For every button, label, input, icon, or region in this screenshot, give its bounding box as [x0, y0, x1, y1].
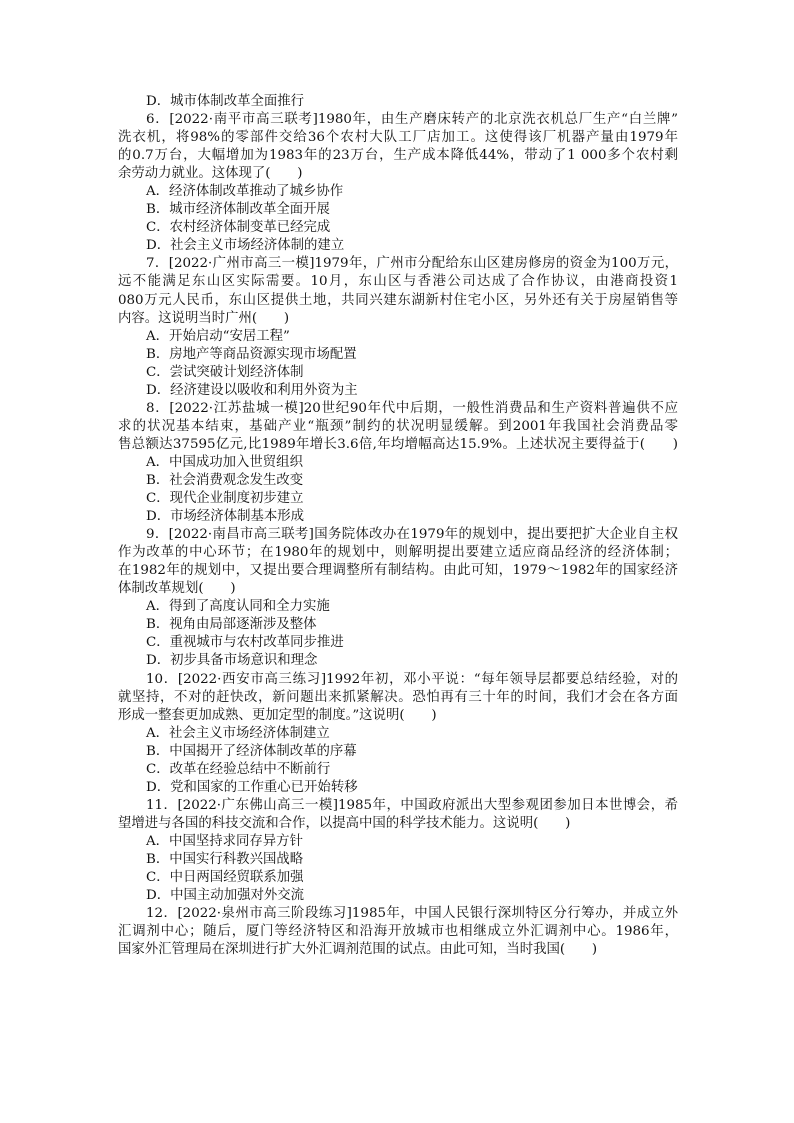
- question-text-line: 洗衣机，将98%的零部件交给36个农村大队工厂店加工。这使得该厂机器产量由1979年: [118, 130, 678, 146]
- answer-option: D．党和国家的工作重心已开始转移: [146, 779, 358, 795]
- question-text-line: 11．[2022·广东佛山高三一模]1985年，中国政府派出大型参观团参加日本世博会，希: [146, 797, 678, 813]
- question-text-line: 12．[2022·泉州市高三阶段练习]1985年，中国人民银行深圳特区分行筹办，并成立外: [146, 906, 678, 922]
- answer-option: A．中国成功加入世贸组织: [146, 454, 303, 470]
- question-text-line: 080万元人民币，东山区提供土地，共同兴建东湖新村住宅小区，另外还有关于房屋销售等: [118, 292, 678, 308]
- answer-option: D．经济建设以吸收和利用外资为主: [146, 382, 358, 398]
- answer-option: C．重视城市与农村改革同步推进: [146, 635, 344, 651]
- question-text-line: 6．[2022·南平市高三联考]1980年，由生产磨床转产的北京洗衣机总厂生产“白兰牌”: [146, 112, 678, 128]
- question-text-line: 求的状况基本结束，基础产业“瓶颈”制约的状况明显缓解。到2001年我国社会消费品零: [118, 418, 678, 434]
- answer-option: B．中国实行科教兴国战略: [146, 851, 304, 867]
- question-text-line: 售总额达37595亿元,比1989年增长3.6倍,年均增幅高达15.9%。上述状况主要得益于( ): [118, 436, 678, 452]
- answer-option: B．社会消费观念发生改变: [146, 472, 304, 488]
- answer-option: B．视角由局部逐渐涉及整体: [146, 617, 317, 633]
- answer-option: C．尝试突破计划经济体制: [146, 364, 304, 380]
- question-text-line: 的0.7万台，大幅增加为1983年的23万台，生产成本降低44%，带动了1 000多个农村剩: [118, 148, 678, 164]
- question-text-line: 汇调剂中心；随后，厦门等经济特区和沿海开放城市也相继成立外汇调剂中心。1986年，: [118, 924, 678, 940]
- answer-option: D．城市体制改革全面推行: [146, 94, 305, 109]
- question-text-line: 国家外汇管理局在深圳进行扩大外汇调剂范围的试点。由此可知，当时我国( ): [118, 942, 598, 958]
- question-text-line: 远不能满足东山区实际需要。10月，东山区与香港公司达成了合作协议，由港商投资1: [118, 274, 678, 290]
- answer-option: A．社会主义市场经济体制建立: [146, 725, 330, 741]
- question-text-line: 形成一整套更加成熟、更加定型的制度。”这说明( ): [118, 707, 437, 723]
- question-text-line: 9．[2022·南昌市高三联考]国务院体改办在1979年的规划中，提出要把扩大企业自主权: [146, 527, 678, 543]
- answer-option: D．市场经济体制基本形成: [146, 509, 305, 525]
- answer-option: C．中日两国经贸联系加强: [146, 870, 304, 886]
- question-text-line: 就坚持，不对的赶快改，新问题出来抓紧解决。恐怕再有三十年的时间，我们才会在各方面: [118, 689, 678, 705]
- answer-option: D．初步具备市场意识和理念: [146, 653, 318, 669]
- exam-page-body: [118, 93, 678, 959]
- answer-option: B．城市经济体制改革全面开展: [146, 202, 330, 218]
- question-text-line: 7．[2022·广州市高三一模]1979年，广州市分配给东山区建房修房的资金为100万元，: [146, 256, 678, 272]
- question-text-line: 作为改革的中心环节；在1980年的规划中，则解明提出要建立适应商品经济的经济体制；: [118, 545, 678, 561]
- answer-option: C．农村经济体制变革已经完成: [146, 220, 331, 236]
- answer-option: B．中国揭开了经济体制改革的序幕: [146, 743, 357, 759]
- answer-option: C．改革在经验总结中不断前行: [146, 761, 331, 777]
- answer-option: A．得到了高度认同和全力实施: [146, 599, 330, 615]
- answer-option: A．开始启动“安居工程”: [146, 328, 290, 344]
- answer-option: A．中国坚持求同存异方针: [146, 833, 303, 849]
- question-text-line: 在1982年的规划中，又提出要合理调整所有制结构。由此可知，1979～1982年的国家经济: [118, 563, 678, 579]
- question-text-line: 体制改革规划( ): [118, 581, 236, 597]
- answer-option: D．中国主动加强对外交流: [146, 888, 305, 904]
- question-text-line: 10．[2022·西安市高三练习]1992年初，邓小平说：“每年领导层都要总结经验，对的: [146, 671, 678, 687]
- answer-option: D．社会主义市场经济体制的建立: [146, 238, 345, 254]
- answer-option: A．经济体制改革推动了城乡协作: [146, 184, 344, 200]
- question-text-line: 内容。这说明当时广州( ): [118, 310, 290, 326]
- question-text-line: 余劳动力就业。这体现了( ): [118, 166, 303, 182]
- question-text-line: 8．[2022·江苏盐城一模]20世纪90年代中后期，一般性消费品和生产资料普遍供不应: [146, 400, 678, 416]
- answer-option: B．房地产等商品资源实现市场配置: [146, 346, 357, 362]
- answer-option: C．现代企业制度初步建立: [146, 491, 304, 507]
- question-text-line: 望增进与各国的科技交流和合作，以提高中国的科学技术能力。这说明( ): [118, 815, 571, 831]
